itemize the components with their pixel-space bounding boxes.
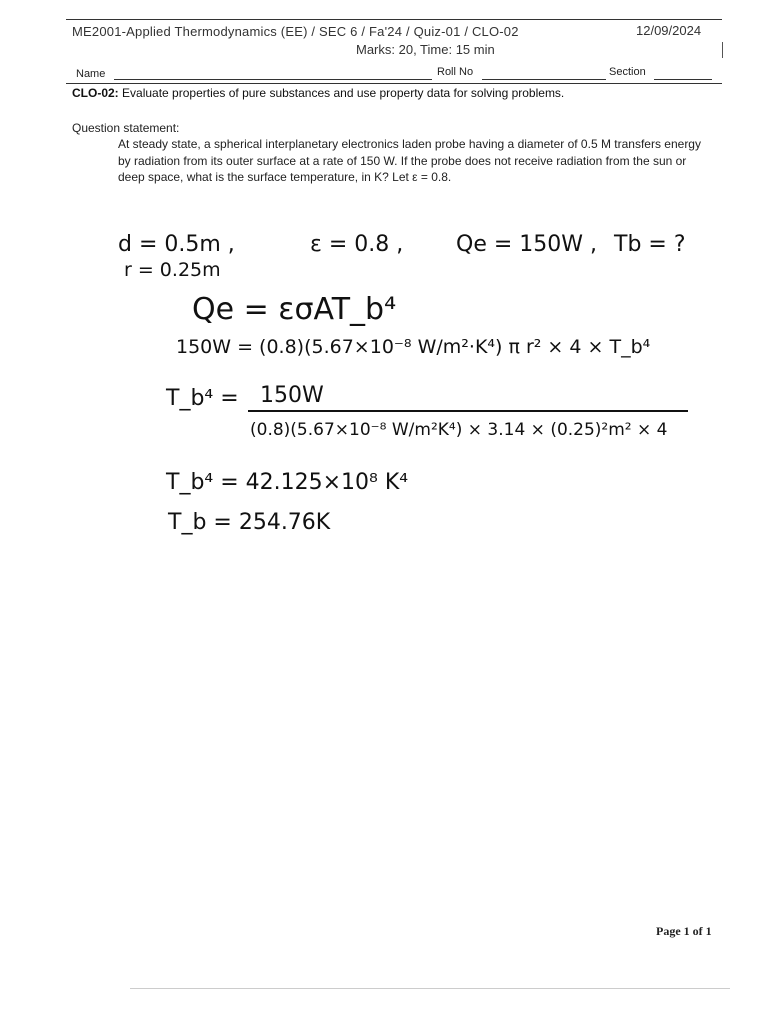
- tb4-label: T_b⁴ =: [166, 386, 239, 411]
- roll-label: Roll No: [437, 66, 474, 78]
- fraction-numerator: 150W: [260, 383, 324, 408]
- header-bottom-rule: [66, 83, 722, 84]
- header-top-rule: [66, 19, 722, 20]
- course-header: ME2001-Applied Thermodynamics (EE) / SEC 6 / Fa'24 / Quiz-01 / CLO-02: [72, 24, 519, 39]
- tb4-result: T_b⁴ = 42.125×10⁸ K⁴: [166, 470, 409, 495]
- given-diameter: d = 0.5m ,: [118, 232, 235, 257]
- given-heat-rate: Qe = 150W ,: [456, 232, 598, 257]
- given-radius: r = 0.25m: [124, 259, 221, 281]
- given-emissivity: ε = 0.8 ,: [310, 232, 404, 257]
- page-number: Page 1 of 1: [656, 924, 712, 938]
- unknown-temperature: Tb = ?: [614, 232, 686, 257]
- edge-mark: [722, 42, 723, 58]
- clo-code: CLO-02:: [72, 86, 119, 100]
- clo-statement: [72, 86, 564, 100]
- substitution-line: 150W = (0.8)(5.67×10⁻⁸ W/m²·K⁴) π r² × 4 × T_b⁴: [176, 336, 651, 358]
- question-body: At steady state, a spherical interplanetary electronics laden probe having a diameter of 0.5 M transfers energy by radiation from its outer surface at a rate of 150 W. If the probe does not receive radiation from the sun or deep space, what is the surface temperature, in K? Let ε = 0.8.: [118, 137, 701, 184]
- tb-result: T_b = 254.76K: [168, 510, 331, 535]
- clo-text: Evaluate properties of pure substances and use property data for solving problems.: [122, 86, 565, 100]
- section-line: [654, 79, 712, 80]
- name-label: Name: [76, 68, 106, 80]
- fraction-denominator: (0.8)(5.67×10⁻⁸ W/m²K⁴) × 3.14 × (0.25)²m² × 4: [250, 420, 668, 440]
- section-label: Section: [609, 66, 646, 78]
- roll-line: [482, 79, 606, 80]
- fraction-bar: [248, 410, 688, 412]
- footer-rule: [130, 988, 730, 989]
- governing-formula: Qe = εσAT_b⁴: [192, 292, 397, 327]
- quiz-date: 12/09/2024: [636, 23, 702, 38]
- name-line: [114, 79, 432, 80]
- marks-time: Marks: 20, Time: 15 min: [356, 42, 495, 57]
- question-heading: Question statement:: [72, 121, 180, 135]
